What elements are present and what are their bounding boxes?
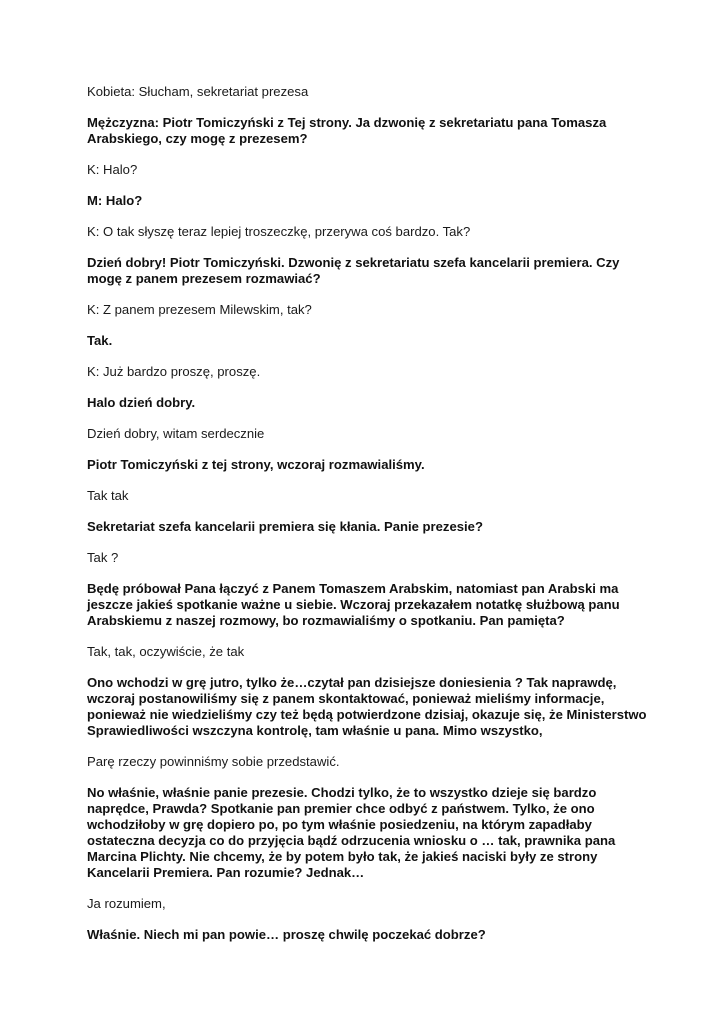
paragraph-other-line: Ja rozumiem, xyxy=(87,896,166,911)
paragraph-man-line: Tak. xyxy=(87,333,113,348)
paragraph-man-line: Właśnie. Niech mi pan powie… proszę chwilę poczekać dobrze? xyxy=(87,927,486,942)
paragraph-man-line: Będę próbował Pana łączyć z Panem Tomaszem Arabskim, natomiast pan Arabski ma jeszcze jakieś spotkanie ważne u siebie. Wczoraj przekazałem notatkę służbową panu Arabskiemu z naszej rozmowy, bo rozmawialiśmy o spotkaniu. Pan pamięta? xyxy=(87,581,620,628)
paragraph-man-line: No właśnie, właśnie panie prezesie. Chodzi tylko, że to wszystko dzieje się bardzo naprędce, Prawda? Spotkanie pan premier chce odbyć z państwem. Tylko, że ono wchodziłoby w grę dopiero po, po tym właśnie posiedzeniu, na którym zapadłaby ostateczna decyzja co do przyjęcia bądź odrzucenia wniosku o … tak, prawnika pana Marcina Plichty. Nie chcemy, że by potem było tak, że jakieś naciski były ze strony Kancelarii Premiera. Pan rozumie? Jednak… xyxy=(87,785,616,880)
paragraph-woman-line: K: O tak słyszę teraz lepiej troszeczkę, przerywa coś bardzo. Tak? xyxy=(87,224,471,239)
paragraph-man-line: Sekretariat szefa kancelarii premiera się kłania. Panie prezesie? xyxy=(87,519,483,534)
paragraph-man-line: Dzień dobry! Piotr Tomiczyński. Dzwonię z sekretariatu szefa kancelarii premiera. Czy mogę z panem prezesem rozmawiać? xyxy=(87,255,620,286)
paragraph-other-line: Tak, tak, oczywiście, że tak xyxy=(87,644,245,659)
paragraph-woman-line: K: Z panem prezesem Milewskim, tak? xyxy=(87,302,312,317)
paragraph-other-line: Dzień dobry, witam serdecznie xyxy=(87,426,265,441)
paragraph-man-line: Piotr Tomiczyński z tej strony, wczoraj rozmawialiśmy. xyxy=(87,457,425,472)
paragraph-other-line: Parę rzeczy powinniśmy sobie przedstawić. xyxy=(87,754,340,769)
paragraph-other-line: Tak ? xyxy=(87,550,119,565)
paragraph-woman-line: K: Halo? xyxy=(87,162,138,177)
paragraph-man-line: Mężczyzna: Piotr Tomiczyński z Tej strony. Ja dzwonię z sekretariatu pana Tomasza Arabskiego, czy mogę z prezesem? xyxy=(87,115,607,146)
paragraph-man-line: Ono wchodzi w grę jutro, tylko że…czytał pan dzisiejsze doniesienia ? Tak naprawdę, wczoraj postanowiliśmy się z panem skontaktować, ponieważ mieliśmy informacje, ponieważ nie wiedzieliśmy czy też będą potwierdzone dzisiaj, okazuje się, że Ministerstwo Sprawiedliwości wszczyna kontrolę, tam właśnie u pana. Mimo wszystko, xyxy=(87,675,647,738)
paragraph-other-line: Tak tak xyxy=(87,488,129,503)
paragraph-woman-line: Kobieta: Słucham, sekretariat prezesa xyxy=(87,84,309,99)
paragraph-woman-line: K: Już bardzo proszę, proszę. xyxy=(87,364,261,379)
paragraph-man-line: Halo dzień dobry. xyxy=(87,395,196,410)
paragraph-man-line: M: Halo? xyxy=(87,193,143,208)
document-page xyxy=(87,84,647,958)
